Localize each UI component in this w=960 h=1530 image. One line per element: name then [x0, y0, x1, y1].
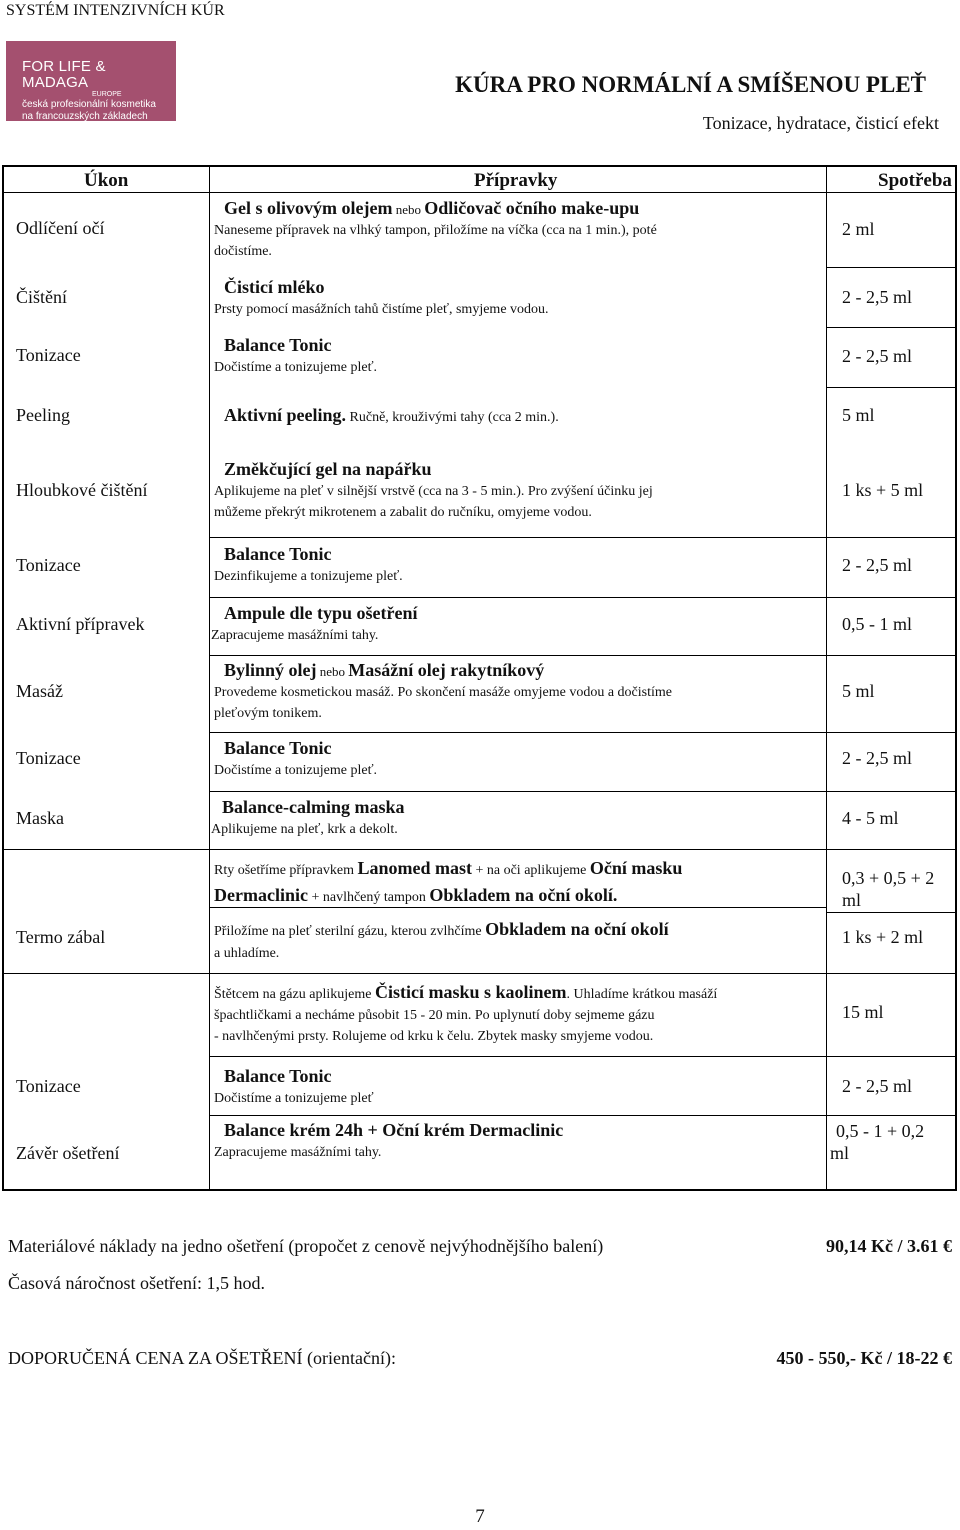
amount: 2 - 2,5 ml [842, 555, 912, 575]
product-name: Čisticí masku s kaolinem [374, 982, 567, 1002]
product-description: Zapracujeme masážními tahy. [214, 1145, 382, 1160]
product-name: Ampule dle typu ošetření [224, 603, 418, 623]
step-name: Hloubkové čištění [16, 480, 148, 500]
amount [842, 867, 934, 911]
amount: 2 - 2,5 ml [842, 748, 912, 768]
product-cell [214, 918, 804, 965]
amount: 2 - 2,5 ml [842, 1076, 912, 1096]
row-divider [209, 655, 955, 656]
product-cell [214, 459, 804, 523]
row-divider [209, 597, 955, 598]
column-header-ukon: Úkon [84, 170, 129, 191]
step-name: Termo zábal [16, 927, 106, 947]
product-name: Odličovač očního make-upu [424, 198, 640, 218]
product-name: Balance Tonic [224, 1066, 332, 1086]
product-cell [214, 1120, 804, 1163]
amount: 1 ks + 2 ml [842, 927, 924, 947]
product-description: špachtličkami a necháme působit 15 - 20 min. Po uplynutí doby sejmeme gázu [214, 1008, 655, 1023]
product-description: pleťovým tonikem. [214, 706, 322, 721]
amount: 1 ks + 5 ml [842, 480, 924, 500]
product-name: Gel s olivovým olejem [224, 198, 393, 218]
series-label: SYSTÉM INTENZIVNÍCH KÚR [6, 2, 225, 19]
connector-text: nebo [316, 664, 349, 679]
amount-line: ml [842, 890, 862, 910]
product-cell [211, 603, 804, 646]
product-description: Dočistíme a tonizujeme pleť [214, 1091, 374, 1106]
product-description: Přiložíme na pleť sterilní gázu, kterou zvlhčíme [214, 924, 486, 939]
column-header-pripravky: Přípravky [474, 170, 558, 191]
column-divider [826, 167, 827, 1191]
product-description: Zapracujeme masážními tahy. [211, 628, 379, 643]
logo-line: EUROPE [92, 91, 122, 98]
logo-line: na francouzských základech [22, 111, 148, 122]
product-cell [214, 856, 804, 910]
step-name: Odlíčení očí [16, 218, 105, 238]
product-name: Oční masku [589, 858, 683, 878]
step-name: Peeling [16, 405, 70, 425]
product-description: . Uhladíme krátkou masáží [566, 987, 718, 1002]
product-name: Balance Tonic [224, 544, 332, 564]
amount [830, 1120, 924, 1164]
amount: 2 ml [842, 219, 875, 239]
step-name: Masáž [16, 681, 63, 701]
row-divider [826, 327, 955, 328]
product-description: Dezinfikujeme a tonizujeme pleť. [214, 569, 403, 584]
product-description: Ručně, krouživými tahy (cca 2 min.). [346, 410, 559, 425]
amount: 4 - 5 ml [842, 808, 899, 828]
column-header-spotreba: Spotřeba [878, 170, 952, 191]
step-name: Tonizace [16, 748, 81, 768]
product-description: + na oči aplikujeme [471, 863, 590, 878]
page-number: 7 [475, 1506, 485, 1527]
product-description: Naneseme přípravek na vlhký tampon, přiložíme na víčka (cca na 1 min.), poté [214, 223, 657, 238]
step-name: Závěr ošetření [16, 1143, 120, 1163]
product-description: Dočistíme a tonizujeme pleť. [214, 360, 378, 375]
row-divider [4, 973, 955, 974]
product-cell [214, 738, 804, 781]
amount: 2 - 2,5 ml [842, 346, 912, 366]
treatment-table [2, 165, 957, 1191]
page-subtitle: Tonizace, hydratace, čisticí efekt [702, 113, 939, 133]
page-title: KÚRA PRO NORMÁLNÍ A SMÍŠENOU PLEŤ [455, 72, 926, 97]
product-description: Dočistíme a tonizujeme pleť. [214, 763, 378, 778]
step-name: Tonizace [16, 345, 81, 365]
product-name: Obkladem na oční okolí. [429, 885, 618, 905]
cost-value: 90,14 Kč / 3.61 € [826, 1236, 952, 1256]
header-divider [4, 192, 955, 193]
amount-line: 0,3 + 0,5 + 2 [842, 868, 935, 888]
amount: 0,5 - 1 ml [842, 614, 912, 634]
product-cell [214, 544, 804, 587]
price-label: DOPORUČENÁ CENA ZA OŠETŘENÍ (orientační): [8, 1348, 396, 1368]
product-name: Aktivní peeling. [224, 405, 347, 425]
product-description: Štětcem na gázu aplikujeme [214, 987, 375, 1002]
product-description: a uhladíme. [214, 946, 280, 961]
product-description: můžeme překrýt mikrotenem a zabalit do ručníku, omyjeme vodou. [214, 505, 592, 520]
product-description: Aplikujeme na pleť v silnější vrstvě (cca na 3 - 5 min.). Pro zvýšení účinku jej [214, 484, 653, 499]
column-divider [209, 167, 210, 1191]
step-name: Čištění [16, 287, 68, 307]
product-cell [214, 335, 804, 378]
product-cell [214, 982, 804, 1047]
row-divider [826, 387, 955, 388]
product-name: Balance-calming maska [222, 797, 405, 817]
product-name: Balance Tonic [224, 335, 332, 355]
product-description: - navlhčenými prsty. Rolujeme od krku k čelu. Zbytek masky smyjeme vodou. [214, 1029, 654, 1044]
row-divider [209, 732, 955, 733]
amount-line: 0,5 - 1 + 0,2 [836, 1121, 925, 1141]
product-name: Změkčující gel na napářku [224, 459, 432, 479]
logo-line: česká profesionální kosmetika [22, 99, 156, 110]
product-cell [214, 198, 804, 262]
product-cell [214, 277, 804, 320]
cost-label: Materiálové náklady na jedno ošetření (propočet z cenově nejvýhodnějšího balení) [8, 1236, 604, 1256]
logo-line: FOR LIFE & MADAGA [22, 58, 106, 91]
connector-text: nebo [392, 202, 425, 217]
product-cell [214, 1066, 804, 1109]
price-value: 450 - 550,- Kč / 18-22 € [776, 1348, 952, 1368]
product-cell [214, 405, 804, 428]
product-description: Prsty pomocí masážních tahů čistíme pleť, smyjeme vodou. [214, 302, 549, 317]
product-name: Dermaclinic [214, 885, 308, 905]
step-name: Tonizace [16, 1076, 81, 1096]
product-name: Balance krém 24h + Oční krém Dermaclinic [224, 1120, 564, 1140]
row-divider [826, 912, 955, 913]
amount-line: ml [830, 1143, 850, 1163]
product-name: Lanomed mast [357, 858, 472, 878]
step-name: Maska [16, 808, 64, 828]
amount: 5 ml [842, 405, 875, 425]
amount: 5 ml [842, 681, 875, 701]
product-cell [214, 660, 804, 724]
step-name: Aktivní přípravek [16, 614, 145, 634]
amount: 15 ml [842, 1002, 884, 1022]
step-name: Tonizace [16, 555, 81, 575]
product-description: dočistíme. [214, 244, 272, 259]
product-name: Masážní olej rakytníkový [348, 660, 545, 680]
brand-logo [6, 41, 176, 121]
product-description: Rty ošetříme přípravkem [214, 863, 358, 878]
product-name: Čisticí mléko [224, 277, 325, 297]
product-name: Bylinný olej [224, 660, 317, 680]
product-description: + navlhčený tampon [307, 890, 430, 905]
product-name: Obkladem na oční okolí [485, 919, 669, 939]
product-description: Aplikujeme na pleť, krk a dekolt. [211, 822, 398, 837]
product-cell [211, 797, 804, 840]
row-divider [209, 1115, 955, 1116]
row-divider [209, 537, 955, 538]
product-description: Provedeme kosmetickou masáž. Po skončení masáže omyjeme vodou a dočistíme [214, 685, 672, 700]
amount: 2 - 2,5 ml [842, 287, 912, 307]
row-divider [209, 791, 955, 792]
row-divider [4, 849, 955, 850]
time-label: Časová náročnost ošetření: 1,5 hod. [8, 1273, 265, 1293]
row-divider [209, 1056, 955, 1057]
product-name: Balance Tonic [224, 738, 332, 758]
row-divider [826, 267, 955, 268]
